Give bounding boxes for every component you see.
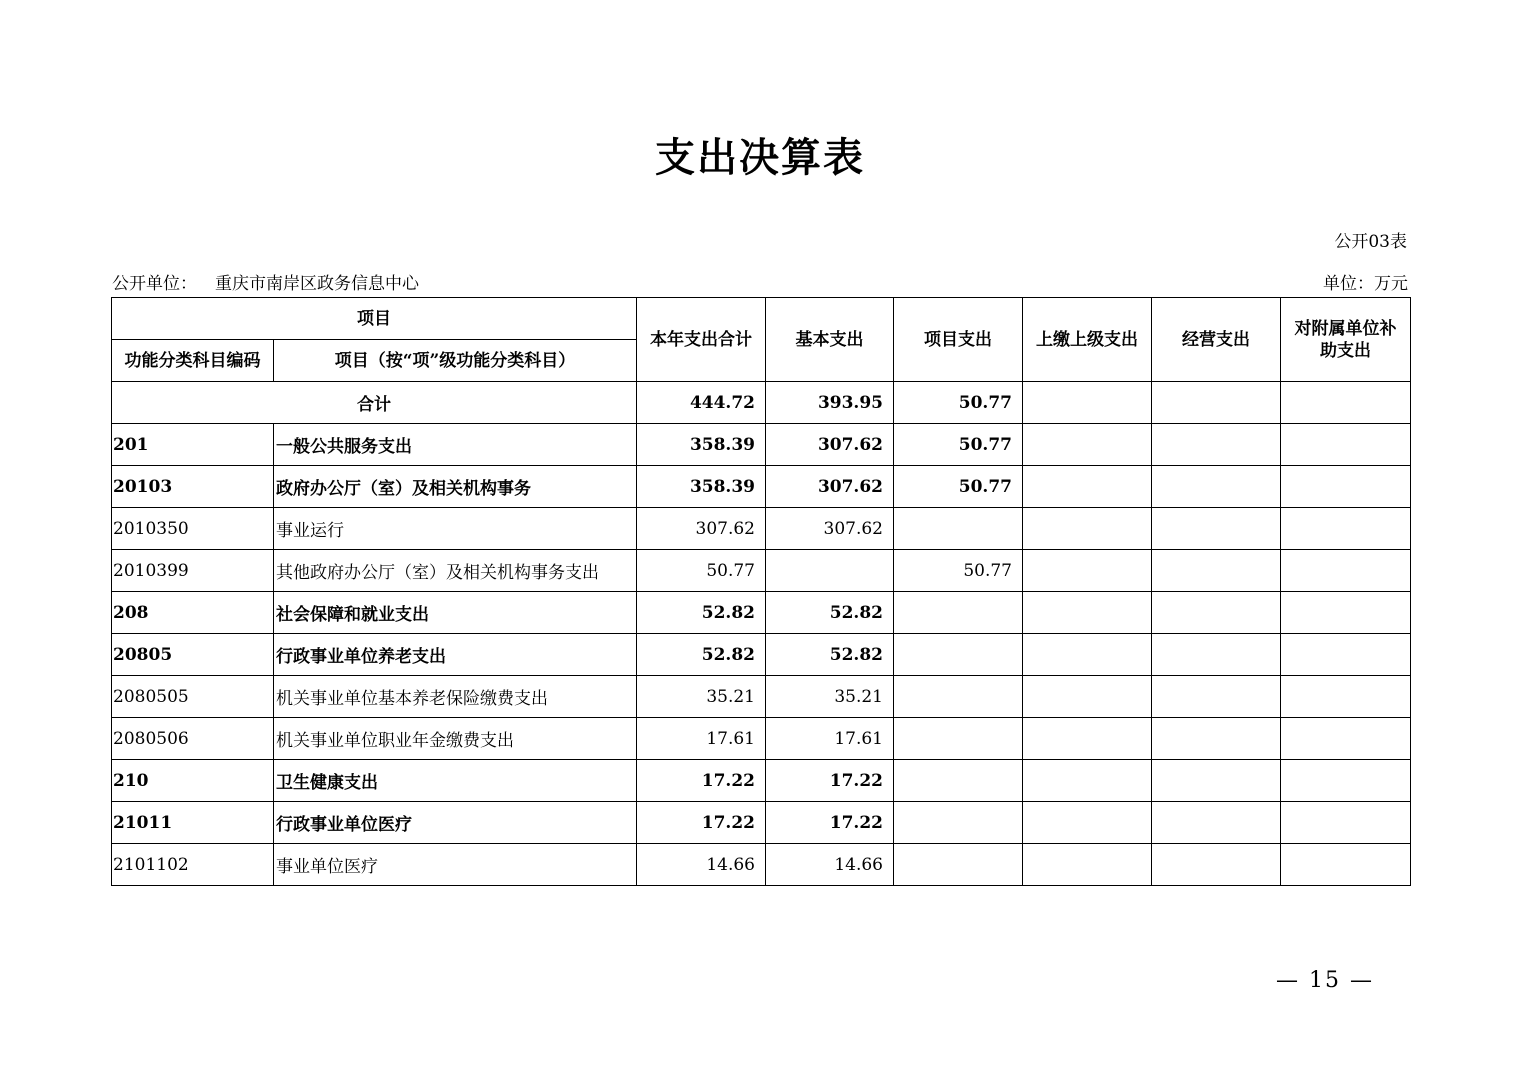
row-basic: 17.61 — [766, 718, 894, 760]
header-upper: 上缴上级支出 — [1023, 298, 1152, 382]
row-name: 政府办公厅（室）及相关机构事务 — [274, 466, 637, 508]
table-row — [112, 760, 1411, 802]
row-subsidy — [1281, 844, 1411, 886]
row-business — [1152, 844, 1281, 886]
row-total: 14.66 — [637, 844, 766, 886]
row-basic: 307.62 — [766, 466, 894, 508]
row-subsidy — [1281, 466, 1411, 508]
table-row — [112, 844, 1411, 886]
row-basic: 17.22 — [766, 802, 894, 844]
row-subsidy — [1281, 802, 1411, 844]
table-row — [112, 424, 1411, 466]
row-total: 17.22 — [637, 760, 766, 802]
row-name: 机关事业单位基本养老保险缴费支出 — [274, 676, 637, 718]
row-name: 卫生健康支出 — [274, 760, 637, 802]
header-row-1 — [112, 298, 1411, 340]
summary-business — [1152, 382, 1281, 424]
row-business — [1152, 676, 1281, 718]
row-upper — [1023, 844, 1152, 886]
row-code: 208 — [112, 592, 274, 634]
row-total: 358.39 — [637, 466, 766, 508]
unit-label: 单位：万元 — [1323, 274, 1408, 294]
row-total: 17.61 — [637, 718, 766, 760]
summary-basic: 393.95 — [766, 382, 894, 424]
header-business: 经营支出 — [1152, 298, 1281, 382]
row-upper — [1023, 634, 1152, 676]
row-name: 事业运行 — [274, 508, 637, 550]
row-subsidy — [1281, 424, 1411, 466]
row-project — [894, 508, 1023, 550]
row-subsidy — [1281, 550, 1411, 592]
row-project — [894, 718, 1023, 760]
row-basic — [766, 550, 894, 592]
row-basic: 35.21 — [766, 676, 894, 718]
row-business — [1152, 424, 1281, 466]
row-subsidy — [1281, 634, 1411, 676]
row-upper — [1023, 802, 1152, 844]
header-total: 本年支出合计 — [637, 298, 766, 382]
row-project: 50.77 — [894, 466, 1023, 508]
row-name: 行政事业单位医疗 — [274, 802, 637, 844]
row-name: 机关事业单位职业年金缴费支出 — [274, 718, 637, 760]
row-business — [1152, 760, 1281, 802]
row-code: 2080505 — [112, 676, 274, 718]
page-title: 支出决算表 — [655, 134, 865, 181]
row-code: 21011 — [112, 802, 274, 844]
row-upper — [1023, 718, 1152, 760]
row-upper — [1023, 424, 1152, 466]
row-name: 社会保障和就业支出 — [274, 592, 637, 634]
row-code: 2101102 — [112, 844, 274, 886]
row-name: 行政事业单位养老支出 — [274, 634, 637, 676]
row-name: 其他政府办公厅（室）及相关机构事务支出 — [274, 550, 637, 592]
org-name: 重庆市南岸区政务信息中心 — [215, 274, 419, 294]
table-row — [112, 718, 1411, 760]
row-code: 201 — [112, 424, 274, 466]
row-upper — [1023, 466, 1152, 508]
row-basic: 307.62 — [766, 424, 894, 466]
row-code: 20805 — [112, 634, 274, 676]
row-business — [1152, 550, 1281, 592]
expenditure-table — [111, 297, 1411, 886]
row-project — [894, 634, 1023, 676]
row-subsidy — [1281, 508, 1411, 550]
row-basic: 307.62 — [766, 508, 894, 550]
table-row — [112, 802, 1411, 844]
row-project — [894, 802, 1023, 844]
row-upper — [1023, 592, 1152, 634]
row-project: 50.77 — [894, 424, 1023, 466]
row-project: 50.77 — [894, 550, 1023, 592]
table-row — [112, 508, 1411, 550]
summary-label: 合计 — [112, 382, 637, 424]
summary-row — [112, 382, 1411, 424]
row-code: 2080506 — [112, 718, 274, 760]
row-code: 2010399 — [112, 550, 274, 592]
org-label: 公开单位： — [112, 274, 197, 294]
summary-project: 50.77 — [894, 382, 1023, 424]
header-name: 项目（按“项”级功能分类科目） — [274, 340, 637, 382]
table-row — [112, 592, 1411, 634]
row-business — [1152, 466, 1281, 508]
row-code: 20103 — [112, 466, 274, 508]
header-basic: 基本支出 — [766, 298, 894, 382]
meta-row — [112, 272, 1408, 296]
header-code: 功能分类科目编码 — [112, 340, 274, 382]
row-project — [894, 760, 1023, 802]
table-row — [112, 634, 1411, 676]
row-code: 2010350 — [112, 508, 274, 550]
row-project — [894, 592, 1023, 634]
row-total: 52.82 — [637, 592, 766, 634]
row-upper — [1023, 676, 1152, 718]
row-subsidy — [1281, 676, 1411, 718]
row-business — [1152, 508, 1281, 550]
table-row — [112, 466, 1411, 508]
header-project-exp: 项目支出 — [894, 298, 1023, 382]
row-project — [894, 844, 1023, 886]
row-total: 358.39 — [637, 424, 766, 466]
row-upper — [1023, 550, 1152, 592]
table-row — [112, 550, 1411, 592]
row-basic: 17.22 — [766, 760, 894, 802]
row-total: 35.21 — [637, 676, 766, 718]
row-code: 210 — [112, 760, 274, 802]
summary-upper — [1023, 382, 1152, 424]
row-upper — [1023, 760, 1152, 802]
row-upper — [1023, 508, 1152, 550]
row-project — [894, 676, 1023, 718]
row-business — [1152, 592, 1281, 634]
row-business — [1152, 802, 1281, 844]
row-subsidy — [1281, 760, 1411, 802]
row-business — [1152, 634, 1281, 676]
row-subsidy — [1281, 718, 1411, 760]
row-total: 52.82 — [637, 634, 766, 676]
table-row — [112, 676, 1411, 718]
page-number: — 15 — — [1276, 968, 1374, 993]
summary-total: 444.72 — [637, 382, 766, 424]
row-basic: 14.66 — [766, 844, 894, 886]
row-total: 307.62 — [637, 508, 766, 550]
summary-subsidy — [1281, 382, 1411, 424]
row-subsidy — [1281, 592, 1411, 634]
header-subsidy: 对附属单位补助支出 — [1281, 298, 1411, 382]
org-info — [112, 272, 419, 296]
row-basic: 52.82 — [766, 634, 894, 676]
row-total: 17.22 — [637, 802, 766, 844]
row-name: 事业单位医疗 — [274, 844, 637, 886]
header-project: 项目 — [112, 298, 637, 340]
row-business — [1152, 718, 1281, 760]
form-number: 公开03表 — [1334, 232, 1407, 252]
row-total: 50.77 — [637, 550, 766, 592]
row-basic: 52.82 — [766, 592, 894, 634]
row-name: 一般公共服务支出 — [274, 424, 637, 466]
